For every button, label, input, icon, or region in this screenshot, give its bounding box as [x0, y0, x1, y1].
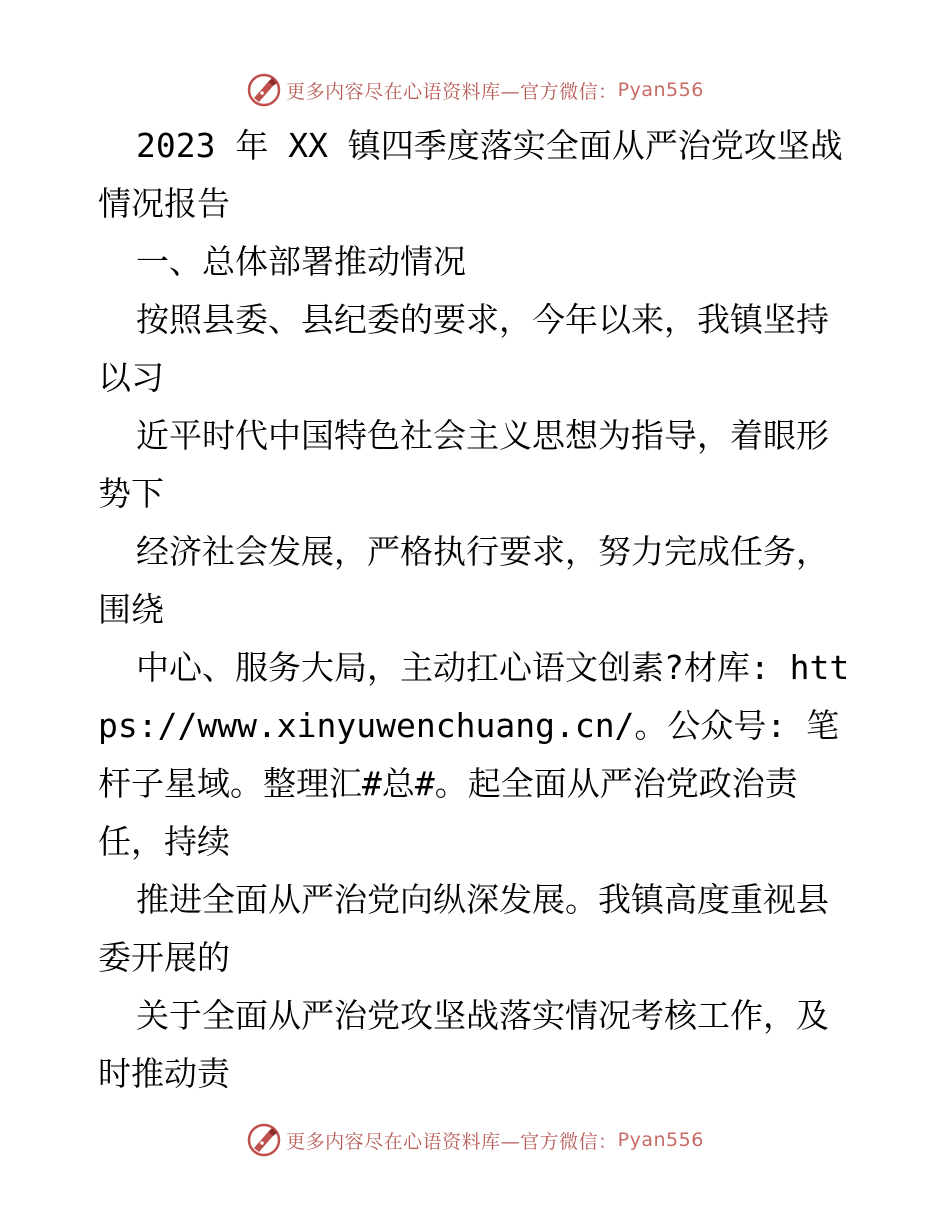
- paragraph-6: 关于全面从严治党攻坚战落实情况考核工作，及时推动责: [98, 996, 829, 1093]
- paragraph-2: 近平时代中国特色社会主义思想为指导，着眼形势下: [98, 416, 829, 513]
- paragraph-1: 按照县委、县纪委的要求，今年以来，我镇坚持以习: [98, 300, 829, 397]
- paragraph-3: 经济社会发展，严格执行要求，努力完成任务，围绕: [98, 532, 829, 629]
- paragraph-5: 推进全面从严治党向纵深发展。我镇高度重视县委开展的: [98, 880, 829, 977]
- banner-wechat-id: Pyan556: [617, 1129, 704, 1151]
- paragraph-4: 中心、服务大局，主动扛心语文创素?材库: https://www.xinyuwenchuang.cn/。公众号: 笔杆子星域。整理汇#总#。起全面从严治党政治责任，持续: [98, 648, 850, 861]
- banner-text: 更多内容尽在心语资料库—官方微信：: [286, 1130, 618, 1153]
- header-banner: [0, 70, 950, 110]
- document-body: [98, 117, 858, 1103]
- footer-banner: [0, 1120, 950, 1160]
- section-heading: 一、总体部署推动情况: [136, 242, 466, 281]
- banner-wechat-id: Pyan556: [617, 79, 704, 101]
- pen-nib-icon: [246, 72, 282, 108]
- banner-text: 更多内容尽在心语资料库—官方微信：: [286, 80, 618, 103]
- pen-nib-icon: [246, 1122, 282, 1158]
- document-title: 2023 年 XX 镇四季度落实全面从严治党攻坚战情况报告: [98, 126, 843, 223]
